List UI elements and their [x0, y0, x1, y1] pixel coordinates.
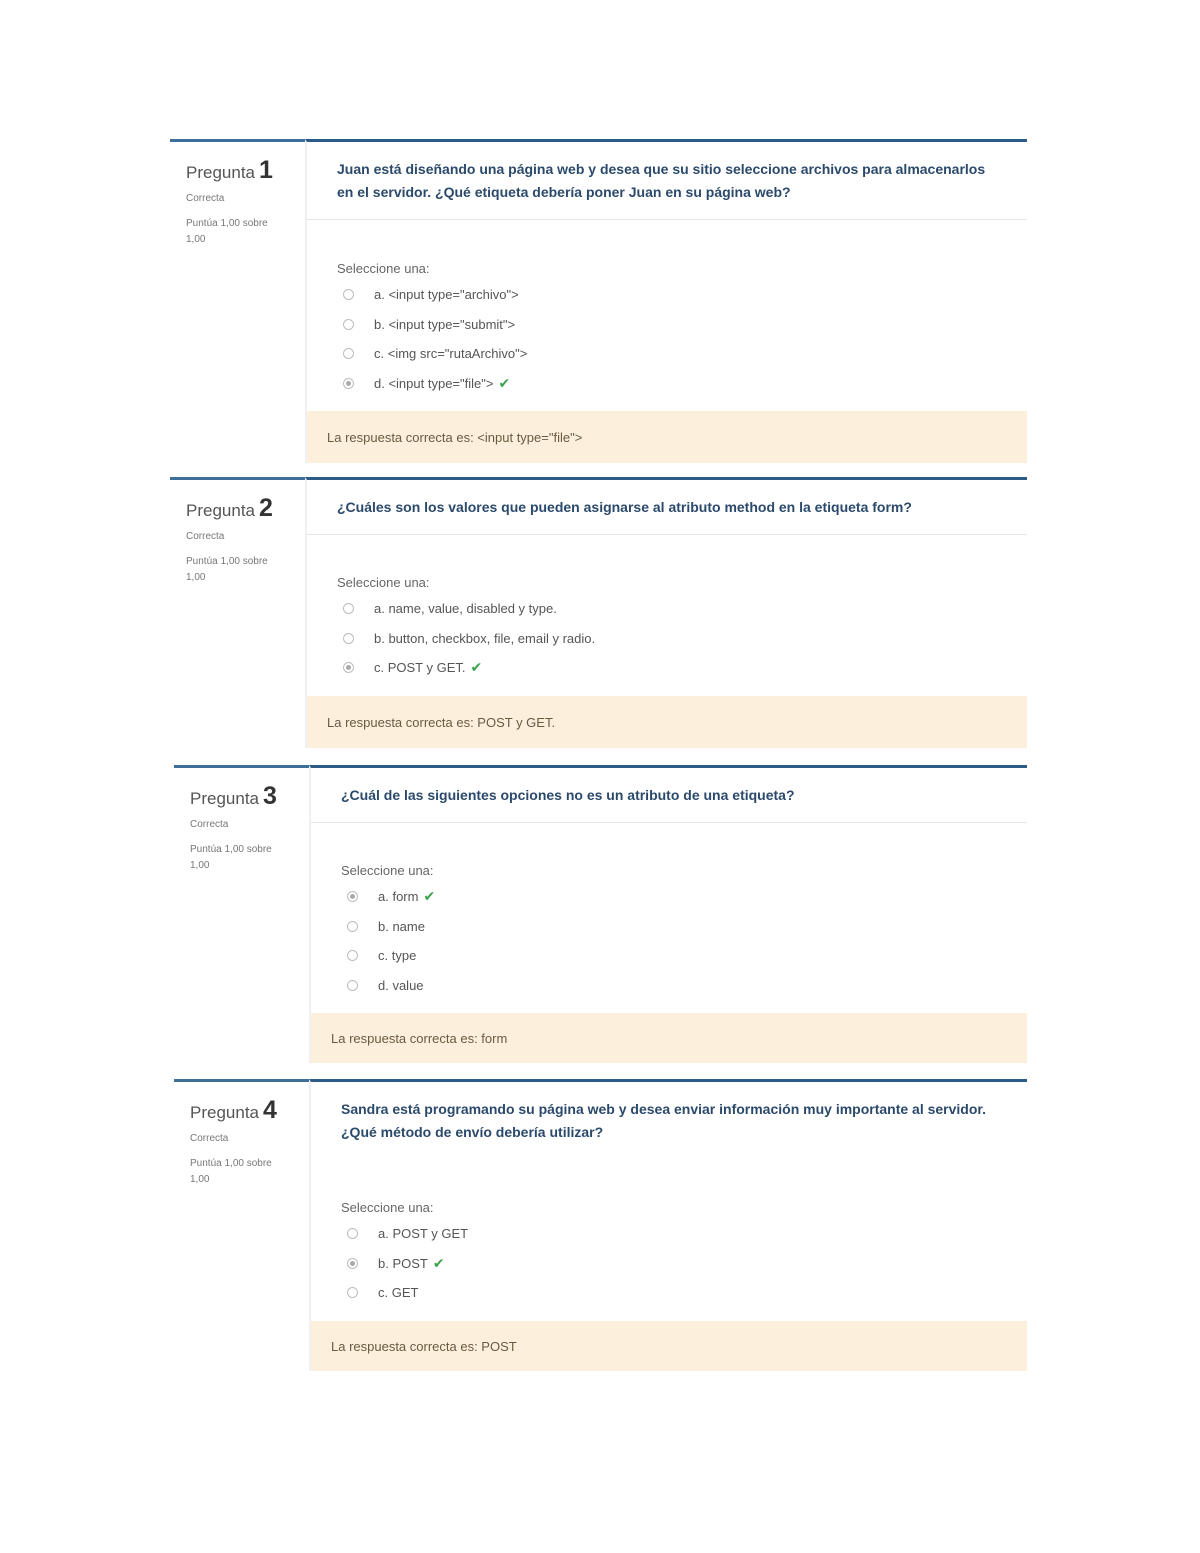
correct-answer-feedback: La respuesta correcta es: POST y GET. — [307, 696, 1027, 748]
option-label: d. value — [378, 977, 424, 993]
radio-button[interactable] — [347, 1258, 358, 1269]
question-3 — [174, 765, 1027, 1063]
answer-option[interactable] — [337, 653, 997, 683]
checkmark-icon: ✔ — [470, 659, 483, 676]
answer-option[interactable] — [337, 339, 997, 369]
checkmark-icon: ✔ — [498, 374, 511, 391]
question-content — [305, 477, 1027, 748]
option-label: a. <input type="archivo"> — [374, 287, 519, 303]
question-label: Pregunta — [186, 501, 255, 520]
correct-answer-feedback: La respuesta correcta es: form — [311, 1013, 1027, 1063]
answer-option[interactable] — [337, 624, 997, 654]
question-number: 2 — [259, 494, 273, 522]
option-label: c. GET — [378, 1285, 419, 1301]
radio-button[interactable] — [347, 1287, 358, 1298]
question-content — [305, 139, 1027, 463]
answer-block — [311, 1160, 1027, 1321]
answer-option[interactable] — [341, 912, 997, 942]
answer-option[interactable] — [337, 369, 997, 399]
answer-prompt: Seleccione una: — [341, 863, 434, 878]
question-4 — [174, 1079, 1027, 1371]
question-grade: Puntúa 1,00 sobre 1,00 — [190, 1158, 272, 1185]
checkmark-icon: ✔ — [432, 1254, 445, 1271]
question-text: Juan está diseñando una página web y desea que su sitio seleccione archivos para almacenarlos en el servidor. ¿Qué etiqueta debería poner Juan en su página web? — [307, 142, 1027, 220]
answer-option[interactable] — [341, 971, 997, 1001]
radio-button[interactable] — [343, 662, 354, 673]
answer-block — [307, 535, 1027, 696]
checkmark-icon: ✔ — [423, 888, 436, 905]
radio-button[interactable] — [347, 980, 358, 991]
answer-option[interactable] — [337, 594, 997, 624]
radio-button[interactable] — [343, 319, 354, 330]
question-grade: Puntúa 1,00 sobre 1,00 — [186, 218, 268, 245]
radio-button[interactable] — [343, 378, 354, 389]
question-title — [186, 156, 305, 185]
radio-button[interactable] — [347, 950, 358, 961]
correct-answer-feedback: La respuesta correcta es: <input type="file"> — [307, 411, 1027, 463]
question-2 — [170, 477, 1027, 748]
question-text: Sandra está programando su página web y desea enviar información muy importante al servidor. ¿Qué método de envío debería utilizar? — [341, 1101, 986, 1140]
option-label: b. button, checkbox, file, email y radio. — [374, 630, 596, 646]
answer-option[interactable] — [341, 1219, 997, 1249]
question-number: 4 — [263, 1096, 277, 1124]
answer-block — [307, 220, 1027, 411]
question-text: ¿Cuáles son los valores que pueden asignarse al atributo method en la etiqueta form? — [307, 480, 1027, 535]
answer-option[interactable] — [337, 280, 997, 310]
option-label: c. POST y GET. — [374, 660, 466, 676]
answer-block — [311, 823, 1027, 1013]
question-info — [174, 1079, 309, 1371]
question-state: Correcta — [186, 531, 225, 542]
question-1 — [170, 139, 1027, 463]
question-info — [170, 139, 305, 463]
radio-button[interactable] — [343, 633, 354, 644]
answer-option[interactable] — [341, 941, 997, 971]
option-label: b. POST — [378, 1255, 428, 1271]
answer-prompt: Seleccione una: — [337, 575, 430, 590]
question-grade: Puntúa 1,00 sobre 1,00 — [186, 556, 268, 583]
option-label: c. type — [378, 948, 417, 964]
question-number: 1 — [259, 156, 273, 184]
question-number: 3 — [263, 782, 277, 810]
radio-button[interactable] — [343, 289, 354, 300]
question-label: Pregunta — [190, 1103, 259, 1122]
radio-button[interactable] — [347, 921, 358, 932]
option-label: b. <input type="submit"> — [374, 316, 516, 332]
radio-button[interactable] — [343, 348, 354, 359]
question-title — [190, 782, 309, 811]
option-label: b. name — [378, 918, 425, 934]
option-label: c. <img src="rutaArchivo"> — [374, 346, 528, 362]
question-label: Pregunta — [190, 789, 259, 808]
question-label: Pregunta — [186, 163, 255, 182]
question-grade: Puntúa 1,00 sobre 1,00 — [190, 844, 272, 871]
radio-button[interactable] — [343, 603, 354, 614]
question-text: ¿Cuál de las siguientes opciones no es un atributo de una etiqueta? — [311, 768, 1027, 823]
answer-prompt: Seleccione una: — [337, 261, 430, 276]
question-state: Correcta — [186, 193, 225, 204]
question-title — [190, 1096, 309, 1125]
answer-option[interactable] — [341, 1249, 997, 1279]
option-label: a. form — [378, 889, 419, 905]
radio-button[interactable] — [347, 891, 358, 902]
correct-answer-feedback: La respuesta correcta es: POST — [311, 1321, 1027, 1371]
option-label: a. POST y GET — [378, 1226, 469, 1242]
question-title — [186, 494, 305, 523]
radio-button[interactable] — [347, 1228, 358, 1239]
option-label: d. <input type="file"> — [374, 375, 494, 391]
question-content — [309, 1079, 1027, 1371]
answer-prompt: Seleccione una: — [341, 1200, 434, 1215]
question-state: Correcta — [190, 819, 229, 830]
answer-option[interactable] — [341, 882, 997, 912]
question-state: Correcta — [190, 1133, 229, 1144]
answer-option[interactable] — [337, 310, 997, 340]
answer-option[interactable] — [341, 1278, 997, 1308]
question-info — [174, 765, 309, 1063]
question-content — [309, 765, 1027, 1063]
question-info — [170, 477, 305, 748]
option-label: a. name, value, disabled y type. — [374, 601, 557, 617]
